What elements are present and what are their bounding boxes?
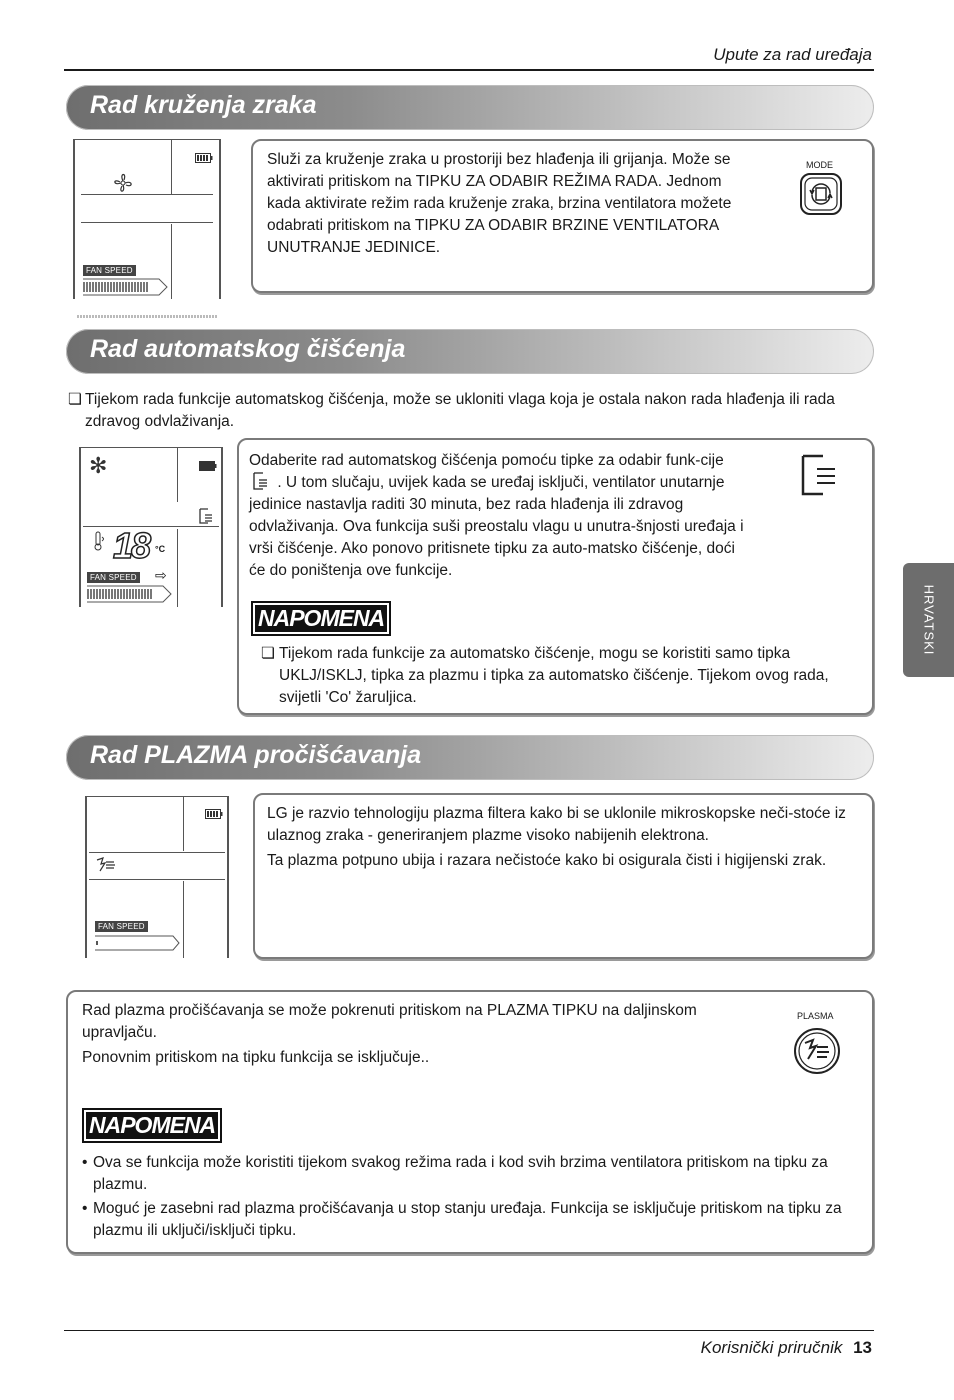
swing-arrow-icon: ⇨	[155, 567, 167, 583]
plasma-info-box	[253, 793, 874, 959]
auto-clean-intro-checkbox: ❏	[68, 391, 82, 408]
fan-speed-label: FAN SPEED	[83, 265, 136, 276]
language-tab-label: HRVATSKI	[921, 584, 936, 656]
note-label: NAPOMENA	[82, 1108, 222, 1143]
bullet-1-marker: •	[82, 1154, 88, 1171]
bullet-2-marker: •	[82, 1200, 88, 1217]
plasma-button-icon[interactable]	[793, 1027, 841, 1075]
plasma-usage-text-2: Ponovnim pritiskom na tipku funkcija se isključuje..	[82, 1049, 430, 1066]
fan-speed-arrow	[83, 278, 169, 296]
battery-icon	[199, 461, 217, 471]
footer-rule	[64, 1330, 874, 1331]
section-heading-text: Rad automatskog čišćenja	[90, 335, 406, 363]
plasma-button-label: PLASMA	[797, 1011, 834, 1021]
section-heading-air-circulation	[66, 85, 874, 130]
footer	[701, 1338, 872, 1358]
page-number: 13	[853, 1338, 872, 1357]
fan-speed-label: FAN SPEED	[87, 572, 140, 583]
language-tab	[903, 563, 954, 677]
air-circulation-info-box	[251, 139, 874, 293]
thermometer-icon	[91, 531, 107, 551]
mode-button-icon[interactable]	[800, 173, 842, 215]
plasma-note-bullet-1: Ova se funkcija može koristiti tijekom svakog režima rada i kod svih brzima ventilatora pritiskom na tipku za plazmu.	[93, 1154, 828, 1193]
auto-clean-button-icon[interactable]	[797, 453, 841, 497]
air-circulation-text: Služi za kruženje zraka u prostoriji bez hlađenja ili grijanja. Može se aktivirati pritiskom na TIPKU ZA ODABIR REŽIMA RADA. Jednom kada aktivirate režim rada kruženje zraka, brzina ventilatora možete odabrati pritiskom na TIPKU ZA ODABIR BRZINE VENTILATORA UNUTRANJE JEDINICE.	[267, 151, 732, 256]
fan-icon	[111, 171, 135, 195]
lcd-display-fan-mode	[73, 139, 223, 319]
section-heading-plasma	[66, 735, 874, 780]
plasma-usage-text-1: Rad plazma pročišćavanja se može pokrenuti pritiskom na PLAZMA TIPKU na daljinskom upravljaču.	[82, 1002, 697, 1041]
fan-speed-arrow	[95, 935, 181, 951]
auto-clean-intro: Tijekom rada funkcije automatskog čišćenja, može se ukloniti vlaga koja je ostala nakon rada hlađenja ili rada zdravog odvlaživanja.	[85, 391, 835, 430]
auto-clean-note: Tijekom rada funkcije za automatsko čišćenje, mogu se koristiti samo tipka UKLJ/ISKLJ, tipka za plazmu i tipka za automatsko čišćenje. Tijekom ovog rada, svijetli 'Co' žaruljica.	[279, 645, 829, 706]
cooling-snowflake-icon: ✻	[89, 453, 108, 478]
auto-clean-inline-icon	[251, 472, 271, 490]
auto-clean-text: Odaberite rad automatskog čišćenja pomoću tipke za odabir funk-cije . U tom slučaju, uvijek kada se uređaj isključi, ventilator unutarnje jedinice nastavlja raditi 30 minuta, bez rada hlađenja ili zdravog odvlaživanja. Ova funkcija suši preostalu vlagu u unutra-šnjosti uređaja i vrši čišćenje. Ako ponovo pritisnete tipku za auto-matsko čišćenje, doći će do poništenja ove funkcije.	[249, 452, 744, 579]
battery-icon	[205, 809, 223, 819]
lcd-display-auto-clean	[79, 447, 225, 609]
fan-speed-label: FAN SPEED	[95, 921, 148, 932]
section-heading-text: Rad kruženja zraka	[90, 91, 317, 119]
header-title: Upute za rad uređaja	[713, 45, 872, 64]
temperature-value: 18	[113, 525, 150, 566]
auto-clean-icon	[197, 507, 215, 525]
section-heading-auto-clean	[66, 329, 874, 374]
note-checkbox: ❏	[261, 645, 275, 662]
mode-button-label: MODE	[806, 160, 833, 170]
plasma-text-1: LG je razvio tehnologiju plazma filtera kako bi se uklonile mikroskopske neči-stoće iz ulaznog zraka - generiranjem plazme visoko nabijenih elektrona.	[267, 805, 846, 844]
plasma-icon	[95, 856, 117, 874]
fan-speed-arrow	[87, 585, 173, 603]
battery-icon	[195, 153, 213, 163]
header-rule	[64, 69, 874, 71]
note-label: NAPOMENA	[251, 601, 391, 636]
plasma-text-2: Ta plazma potpuno ubija i razara nečistoće kako bi osigurala čisti i higijenski zrak.	[267, 852, 827, 869]
auto-clean-info-box	[237, 438, 874, 715]
footer-title: Korisnički priručnik	[700, 1338, 843, 1357]
lcd-display-plasma	[85, 796, 231, 958]
section-heading-text: Rad PLAZMA pročišćavanja	[90, 741, 422, 769]
plasma-usage-box	[66, 990, 874, 1254]
plasma-note-bullet-2: Moguć je zasebni rad plazma pročišćavanja u stop stanju uređaja. Funkcija se isključuje pritiskom na tipku za plazmu ili uključi/isključi tipku.	[93, 1200, 842, 1239]
temperature-unit: °C	[155, 544, 166, 554]
